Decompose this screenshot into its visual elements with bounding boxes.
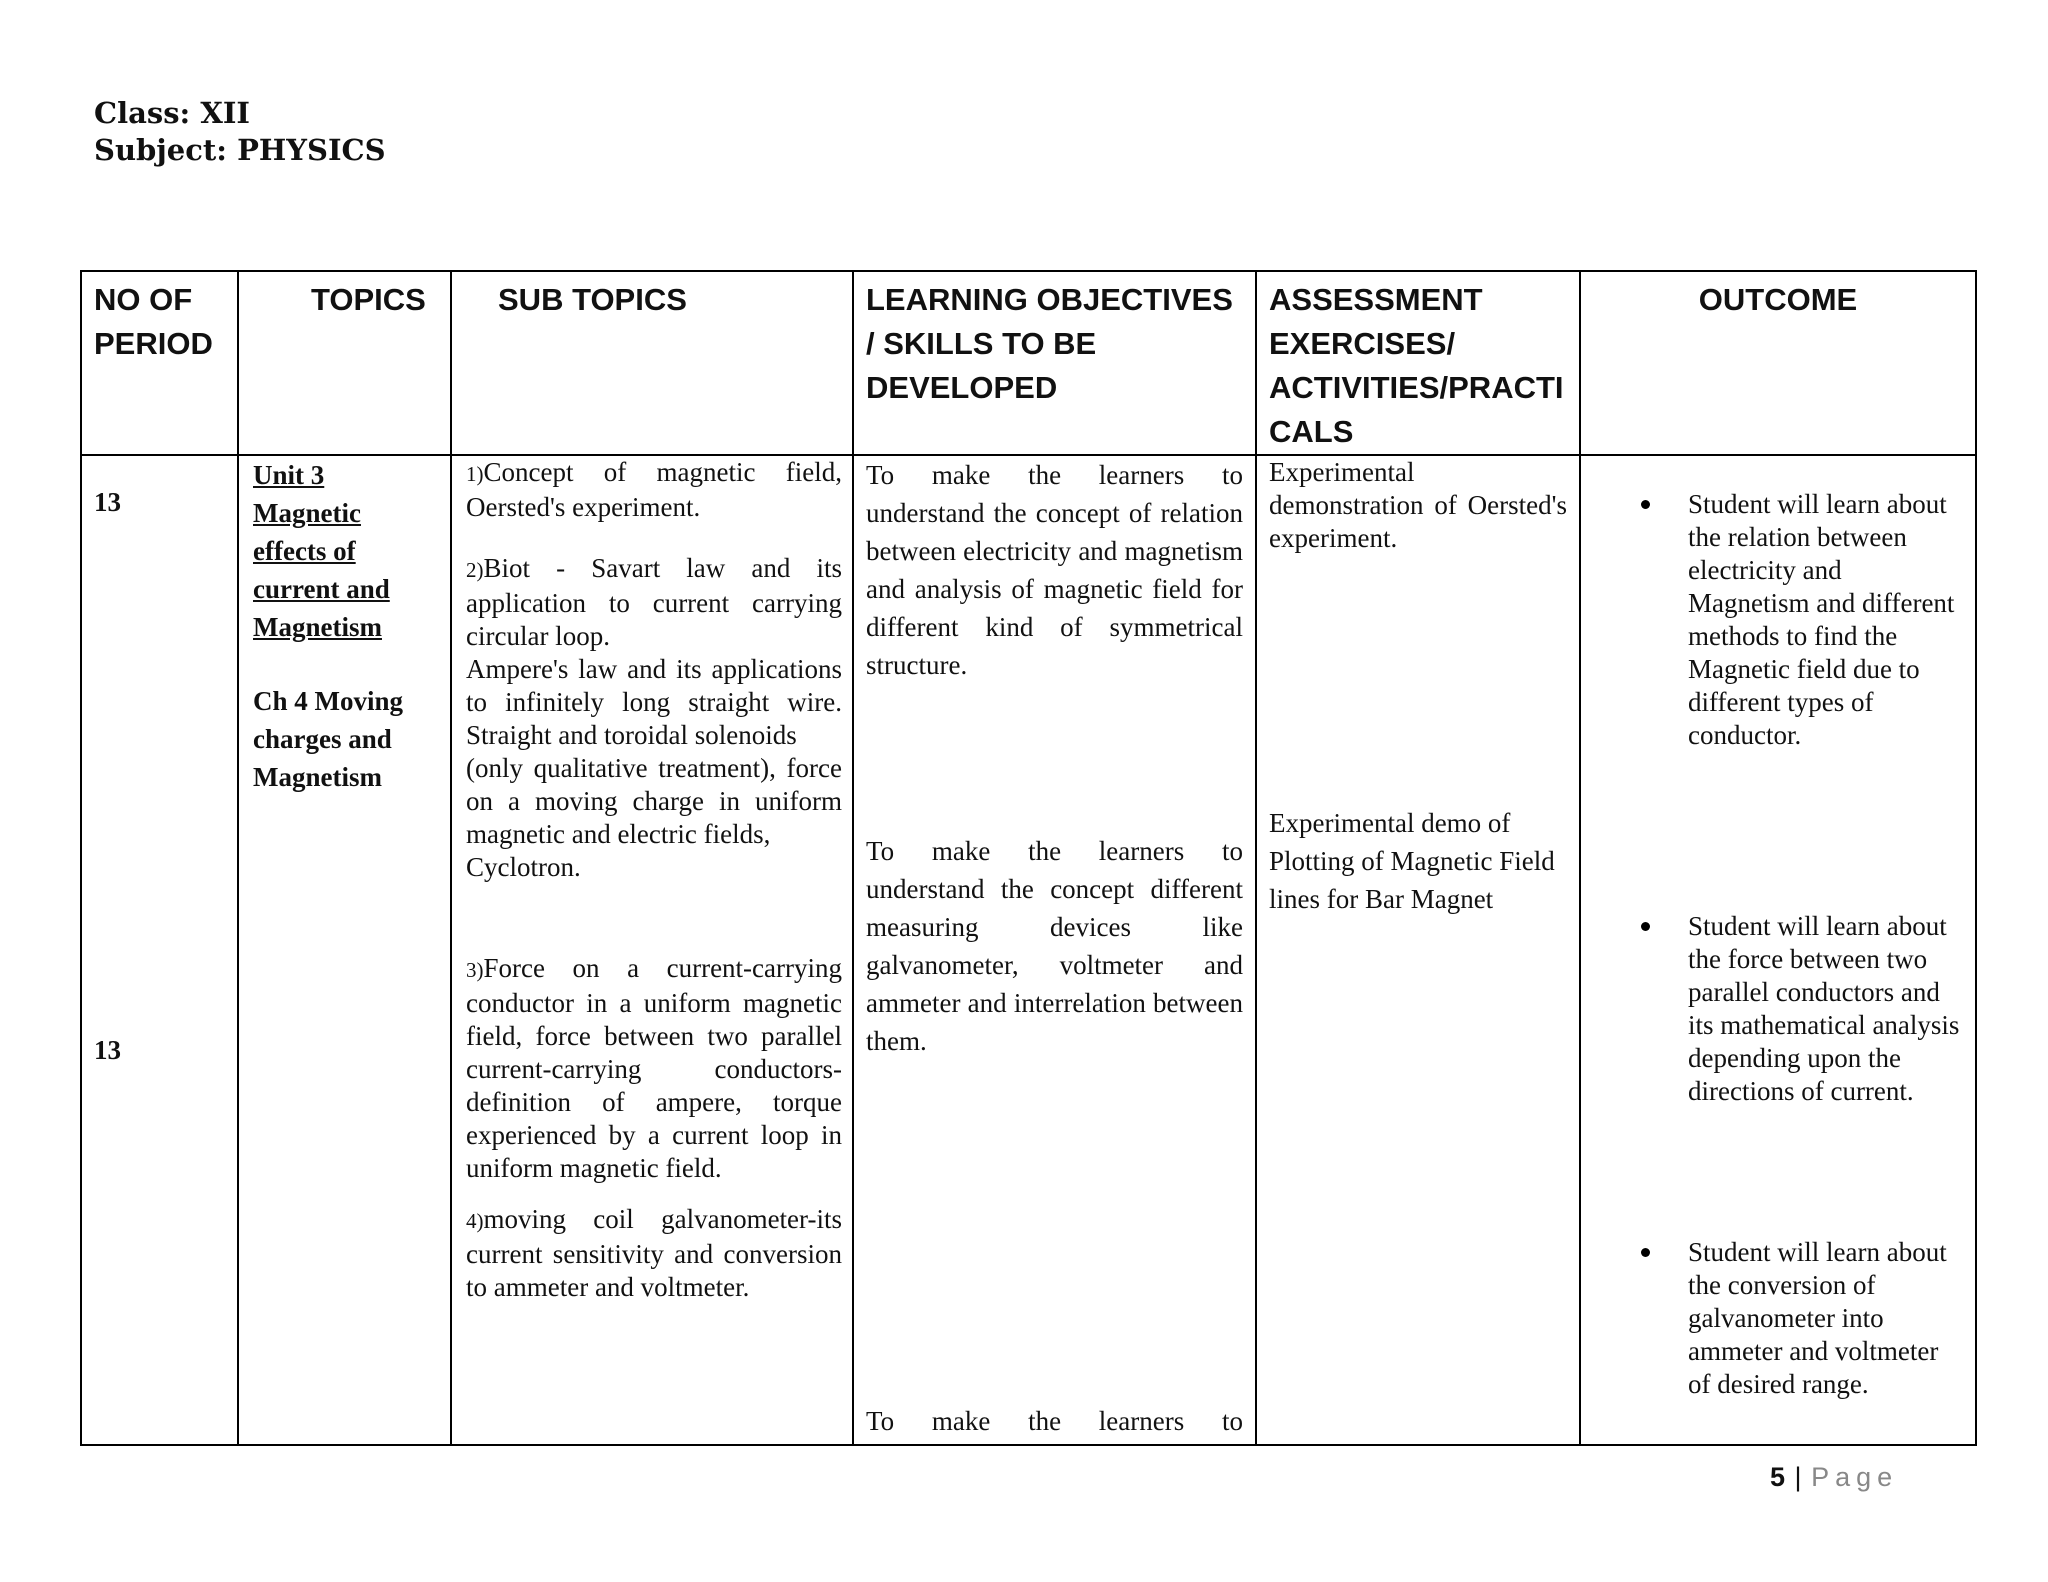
page-footer: [1770, 1462, 1898, 1493]
period-value: 13: [94, 1035, 121, 1065]
unit-title-line: current and: [253, 574, 390, 604]
subtopic-item: 1)Concept of magnetic field, Oersted's experiment.: [466, 457, 842, 522]
outcome-list-item: Student will learn about the force between two parallel conductors and its mathematical analysis depending upon the directions of current.: [1581, 910, 1975, 1108]
topics-cell: [238, 455, 451, 1445]
outcome-cell: [1580, 455, 1976, 1445]
chapter-title-line: Ch 4 Moving: [253, 686, 404, 716]
subtopic-item: Ampere's law and its applications to infinitely long straight wire. Straight and toroidal solenoids: [466, 654, 842, 750]
unit-title-line: Unit 3: [253, 460, 325, 490]
unit-title-line: Magnetic: [253, 498, 361, 528]
subtopic-item: (only qualitative treatment), force on a moving charge in uniform magnetic and electric fields,: [466, 753, 842, 849]
col-header-periods: NO OF PERIOD: [81, 271, 238, 455]
chapter-title-line: charges and: [253, 724, 392, 754]
footer-separator: |: [1794, 1462, 1803, 1492]
col-header-assessment: ASSESSMENT EXERCISES/ ACTIVITIES/PRACTI CALS: [1256, 271, 1580, 455]
objective-text: To make the learners to understand the concept of relation between electricity and magnetism and analysis of magnetic field for different kind of symmetrical structure.: [866, 460, 1243, 680]
subtopic-item: 2)Biot - Savart law and its application to current carrying circular loop.: [466, 553, 842, 651]
outcome-list-item: Student will learn about the relation between electricity and Magnetism and different methods to find the Magnetic field due to different types of conductor.: [1581, 488, 1975, 752]
assessment-text: Experimental demonstration of Oersted's experiment.: [1269, 457, 1567, 553]
bullet-icon: [1641, 922, 1650, 931]
bullet-icon: [1641, 1248, 1650, 1257]
subtopics-cell: [451, 455, 853, 1445]
subtopic-item: 4)moving coil galvanometer-its current sensitivity and conversion to ammeter and voltmeter.: [466, 1204, 842, 1302]
objectives-cell: [853, 455, 1256, 1445]
assessment-text: Experimental demo of Plotting of Magnetic Field lines for Bar Magnet: [1269, 808, 1555, 914]
page-label: Page: [1811, 1462, 1899, 1492]
assessment-cell: [1256, 455, 1580, 1445]
bullet-icon: [1641, 500, 1650, 509]
periods-cell: [81, 455, 238, 1445]
class-line: Class: XII: [94, 96, 250, 130]
outcome-list-item: Student will learn about the conversion of galvanometer into ammeter and voltmeter of desired range.: [1581, 1236, 1975, 1401]
period-value: 13: [94, 487, 121, 517]
syllabus-table: [80, 270, 1977, 1446]
subtopic-item: 3)Force on a current-carrying conductor in a uniform magnetic field, force between two parallel current-carrying conductors-definition of ampere, torque experienced by a current loop in uniform magnetic field.: [466, 953, 842, 1183]
table-header-row: [81, 271, 1976, 455]
col-header-topics: TOPICS: [238, 271, 451, 455]
unit-title-line: Magnetism: [253, 612, 382, 642]
objective-text: To make the learners to understand the concept different measuring devices like galvanometer, voltmeter and ammeter and interrelation between them.: [866, 836, 1243, 1056]
objective-text: To make the learners to: [866, 1406, 1243, 1436]
subtopic-item: Cyclotron.: [466, 852, 581, 882]
chapter-title-line: Magnetism: [253, 762, 382, 792]
table-row: [81, 455, 1976, 1445]
unit-title-line: effects of: [253, 536, 356, 566]
col-header-subtopics: SUB TOPICS: [451, 271, 853, 455]
col-header-objectives: LEARNING OBJECTIVES / SKILLS TO BE DEVELOPED: [853, 271, 1256, 455]
page-number: 5: [1770, 1462, 1787, 1492]
col-header-outcome: OUTCOME: [1580, 271, 1976, 455]
subject-line: Subject: PHYSICS: [94, 133, 386, 167]
